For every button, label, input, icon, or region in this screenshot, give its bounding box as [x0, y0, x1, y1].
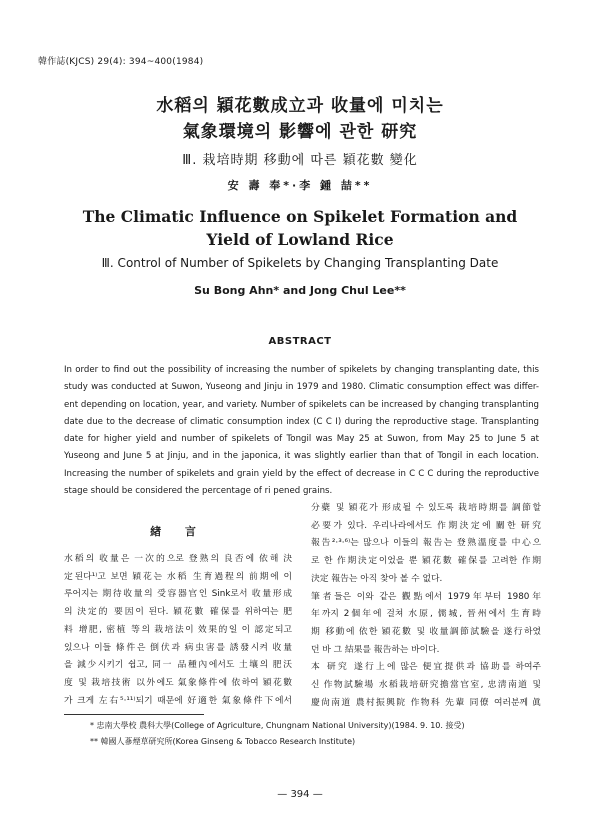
abstract-line: date due to the decrease of climatic consumption index (C C I) during the reproductive stage. Transplanting [64, 416, 539, 427]
section-heading-introduction: 緖 言 [150, 525, 206, 538]
body-line: 로 한 作期決定이었을 뿐 穎花數 確保를 고려한 作期 [311, 556, 541, 567]
body-line: 決定 報告는 아직 찾아 볼 수 없다. [311, 573, 443, 584]
body-line: 던 바 그 結果를 報告하는 바이다. [311, 644, 440, 655]
body-line: 신 作物試驗場 水稻栽培研究擔當官室, 忠淸南道 및 [311, 680, 541, 691]
body-line: 本 研究 遂行上에 많은 便宜提供과 協助를 하여주 [311, 662, 541, 673]
korean-authors: 安 壽 奉*·李 鍾 喆** [227, 179, 373, 192]
abstract-line: Yuseong and June 5 at Jinju, and in the japonica, it was slightly earlier than that of Tongil in each location. [64, 451, 539, 462]
page-number: — 394 — [277, 789, 323, 800]
abstract-line: ent depending on location, year, and variety. Number of spikelets can be increased by changing transplanting [64, 399, 539, 410]
body-line: 年까지 2個年에 걸쳐 水原, 儒城, 晉州에서 生育時 [311, 609, 541, 620]
body-line: 을 減少시키기 쉽고, 同一 品種內에서도 土壤의 肥沃 [64, 660, 292, 671]
journal-citation: 韓作誌(KJCS) 29(4): 394~400(1984) [38, 57, 204, 67]
body-line: 가 크게 左右⁵·¹¹⁾되기 때문에 好適한 氣象條件下에서 [64, 695, 292, 706]
body-line: 의 決定的 要因이 된다. 穎花數 確保를 위하여는 肥 [64, 607, 292, 618]
body-line: 期 移動에 依한 穎花數 및 收量調節試驗을 遂行하였 [311, 626, 541, 637]
footnote-divider [64, 714, 204, 715]
body-line: 慶尙南道 農村振興院 作物科 先輩 同僚 여러분께 眞 [311, 697, 541, 708]
abstract-heading: ABSTRACT [268, 336, 332, 347]
abstract-body [64, 362, 539, 500]
abstract-line: study was conducted at Suwon, Yuseong and Jinju in 1979 and 1980. Climatic consumption effect was differ- [64, 382, 539, 393]
body-line: 報告²·³·⁶⁾는 많으나 이들의 報告는 登熟溫度를 中心으 [311, 538, 541, 549]
body-line: 있으나 이들 條件은 倒伏과 病虫害를 誘發시켜 收量 [64, 642, 292, 653]
body-line: 루어지는 期待收量의 受容器官인 Sink로서 收量形成 [64, 589, 292, 600]
body-line: 分蘗 및 穎花가 形成될 수 있도록 栽培時期를 調節할 [311, 503, 541, 513]
abstract-line: Increasing the number of spikelets and grain yield by the effect of decrease in C C C during the reproductive [64, 468, 539, 479]
right-column-text [311, 500, 541, 712]
body-line: 度 및 栽培技術 以外에도 氣象條件에 依하여 穎花數 [64, 677, 292, 688]
korean-subtitle: Ⅲ. 栽培時期 移動에 따른 穎花數 變化 [182, 153, 418, 168]
abstract-line: In order to find out the possibility of increasing the number of spikelets by changing transplanting date, this [64, 365, 539, 375]
korean-title-line-1: 水稻의 穎花數成立과 收量에 미치는 [156, 96, 444, 116]
left-column-text [64, 551, 292, 710]
body-line: 必要가 있다. 우리나라에서도 作期決定에 關한 研究 [311, 520, 541, 531]
abstract-line: date for higher yield and number of spikelets of Tongil was May 25 at Suwon, from May 25 to June 5 at [64, 434, 539, 445]
footnote-affiliation-2: ** 韓國人蔘煙草研究所(Korea Ginseng & Tobacco Research Institute) [90, 737, 356, 746]
body-line: 定된다¹⁾고 보면 穎花는 水稻 生育過程의 前期에 이 [64, 571, 292, 582]
body-line: 料 增肥, 密植 等의 栽培法이 效果的일 이 認定되고 [64, 624, 292, 635]
abstract-line: stage should be considered the percentage of ri pened grains. [64, 486, 333, 497]
english-authors: Su Bong Ahn* and Jong Chul Lee** [194, 284, 406, 297]
footnote-affiliation-1: * 忠南大學校 農科大學(College of Agriculture, Chungnam National University)(1984. 9. 10. 接受) [90, 721, 465, 730]
english-title-line-2: Yield of Lowland Rice [206, 230, 394, 249]
english-subtitle: Ⅲ. Control of Number of Spikelets by Changing Transplanting Date [101, 256, 499, 270]
body-line: 筆者들은 이와 같은 觀點에서 1979年부터 1980年 [311, 591, 541, 602]
body-line: 水稻의 收量은 一次的으로 登熟의 良否에 依해 決 [64, 554, 292, 564]
english-title-line-1: The Climatic Influence on Spikelet Formation and [82, 207, 518, 226]
korean-title-line-2: 氣象環境의 影響에 관한 研究 [182, 122, 418, 142]
